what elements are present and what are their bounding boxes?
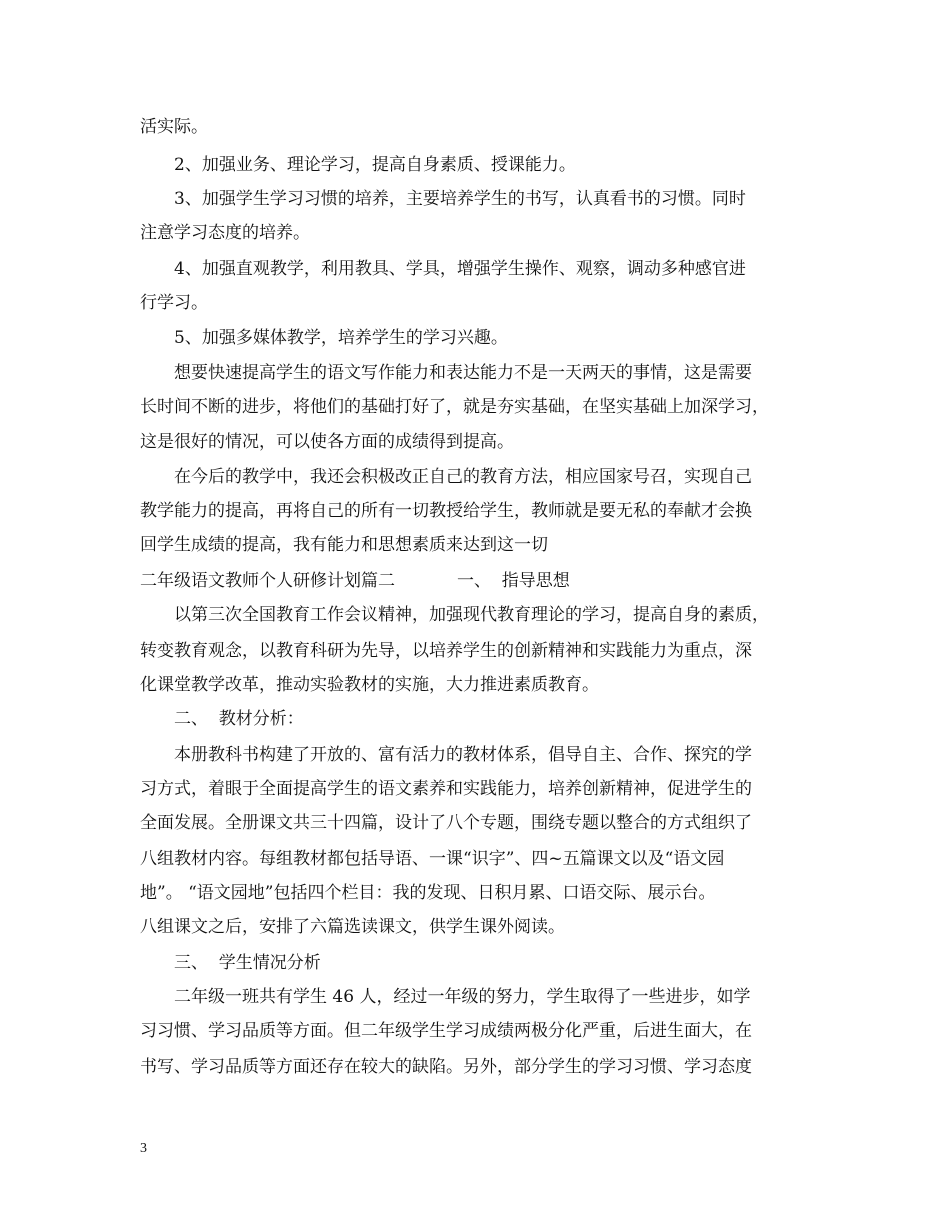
- text-line: [0, 674, 950, 696]
- paragraph-line: 转变教育观念，以教育科研为先导，以培养学生的创新精神和实践能力为重点，深: [140, 641, 752, 661]
- paragraph-continuation: 活实际。: [140, 117, 208, 137]
- text-line: [0, 882, 950, 904]
- text-line: [0, 744, 950, 766]
- paragraph-line: 想要快速提高学生的语文写作能力和表达能力不是一天两天的事情，这是需要: [174, 363, 752, 383]
- paragraph-line: 在今后的教学中，我还会积极改正自己的教育方法，相应国家号召，实现自己: [174, 467, 752, 487]
- document-title: 二年级语文教师个人研修计划篇二: [140, 571, 395, 591]
- list-item-3-continuation: 注意学习态度的培养。: [140, 223, 310, 243]
- paragraph-line: 八组课文之后，安排了六篇选读课文，供学生课外阅读。: [140, 917, 565, 937]
- paragraph-line: 化课堂教学改革，推动实验教材的实施，大力推进素质教育。: [140, 675, 599, 695]
- paragraph-line: 以第三次全国教育工作会议精神，加强现代教育理论的学习，提高自身的素质，: [174, 605, 769, 625]
- text-line: [0, 188, 950, 210]
- text-line: [0, 362, 950, 384]
- section-heading-guiding-ideology: 一、 指导思想: [457, 571, 570, 591]
- text-line: [0, 258, 950, 280]
- text-line: [0, 466, 950, 488]
- paragraph-line: 回学生成绩的提高，我有能力和思想素质来达到这一切: [140, 535, 548, 555]
- section-heading-line: [0, 570, 950, 592]
- paragraph-line: 教学能力的提高，再将自己的所有一切教授给学生，教师就是要无私的奉献才会换: [140, 501, 752, 521]
- paragraph-line: 习方式，着眼于全面提高学生的语文素养和实践能力，培养创新精神，促进学生的: [140, 779, 752, 799]
- list-item-5: 5、加强多媒体教学，培养学生的学习兴趣。: [174, 328, 508, 348]
- paragraph-line: 习习惯、学习品质等方面。但二年级学生学习成绩两极分化严重，后进生面大，在: [140, 1021, 752, 1041]
- paragraph-line: 八组教材内容。每组教材都包括导语、一课“识字”、四~五篇课文以及“语文园: [140, 849, 725, 869]
- text-line: [0, 604, 950, 626]
- list-item-3: 3、加强学生学习习惯的培养，主要培养学生的书写，认真看书的习惯。同时: [174, 189, 746, 209]
- text-line: [0, 431, 950, 453]
- text-line: [0, 396, 950, 418]
- page-number: 3: [140, 1141, 147, 1156]
- paragraph-line: 这是很好的情况，可以使各方面的成绩得到提高。: [140, 432, 514, 452]
- paragraph-line: 全面发展。全册课文共三十四篇，设计了八个专题，围绕专题以整合的方式组织了: [140, 813, 752, 833]
- text-line: [0, 986, 950, 1008]
- text-line: [0, 1056, 950, 1078]
- list-item-4: 4、加强直观教学，利用教具、学具，增强学生操作、观察，调动多种感官进: [174, 259, 746, 279]
- text-line: [0, 708, 950, 730]
- section-heading-student-analysis: 三、 学生情况分析: [174, 953, 321, 973]
- section-heading-textbook-analysis: 二、 教材分析：: [174, 709, 304, 729]
- text-line: [0, 327, 950, 349]
- text-line: [0, 154, 950, 176]
- paragraph-line: 本册教科书构建了开放的、富有活力的教材体系，倡导自主、合作、探究的学: [174, 745, 752, 765]
- text-line: [0, 1020, 950, 1042]
- list-item-4-continuation: 行学习。: [140, 293, 208, 313]
- text-line: [0, 640, 950, 662]
- text-line: [0, 534, 950, 556]
- text-line: [0, 848, 950, 870]
- list-item-2: 2、加强业务、理论学习，提高自身素质、授课能力。: [174, 155, 576, 175]
- text-line: [0, 500, 950, 522]
- paragraph-line: 长时间不断的进步，将他们的基础打好了，就是夯实基础，在坚实基础上加深学习，: [140, 397, 769, 417]
- paragraph-line: 二年级一班共有学生 46 人，经过一年级的努力，学生取得了一些进步，如学: [174, 987, 751, 1007]
- text-line: [0, 812, 950, 834]
- text-line: [0, 952, 950, 974]
- paragraph-line: 地”。 “语文园地”包括四个栏目：我的发现、日积月累、口语交际、展示台。: [140, 883, 716, 903]
- paragraph-line: 书写、学习品质等方面还存在较大的缺陷。另外，部分学生的学习习惯、学习态度: [140, 1057, 752, 1077]
- text-line: [0, 292, 950, 314]
- text-line: [0, 116, 950, 138]
- text-line: [0, 222, 950, 244]
- text-line: [0, 916, 950, 938]
- text-line: [0, 778, 950, 800]
